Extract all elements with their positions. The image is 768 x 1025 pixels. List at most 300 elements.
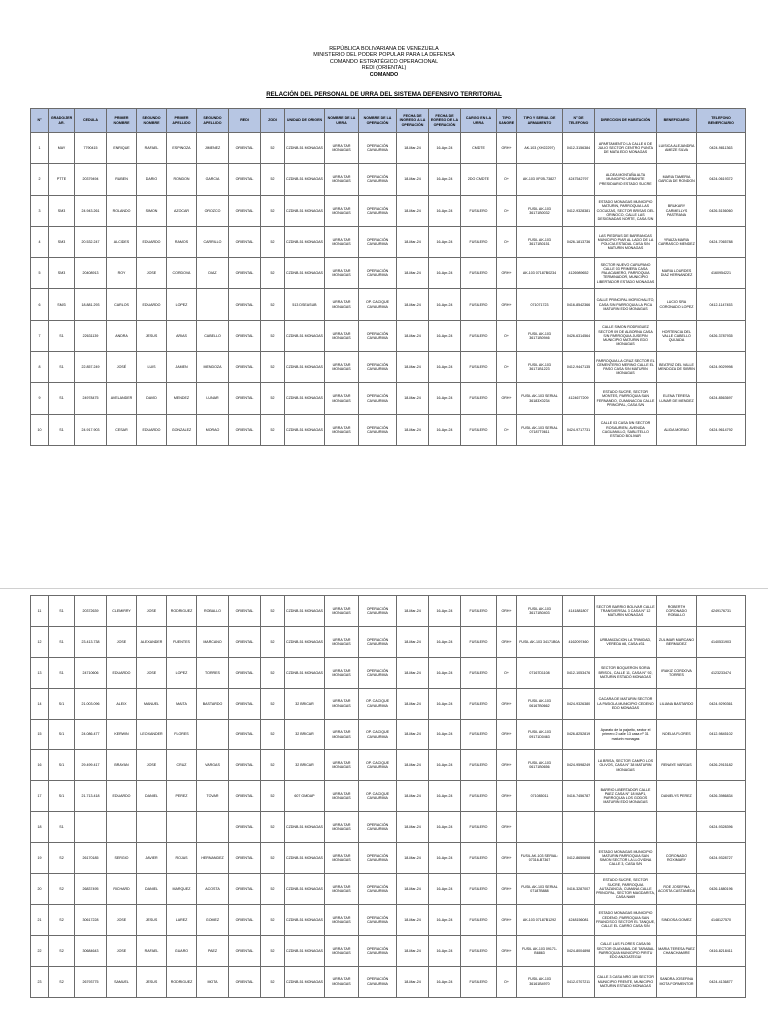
- cell-id-number: 24.086.477: [75, 719, 107, 750]
- cell-zodi: 52: [261, 688, 285, 719]
- cell-zodi: 52: [261, 164, 285, 195]
- cell-beneficiary-phone: 4249176731: [697, 596, 746, 627]
- cell-exit-date: 16-Apr-24: [429, 781, 461, 812]
- cell-operation-name: OP. CACIQUE CAYAURIMA: [359, 781, 397, 812]
- cell-first-surname: CORDOVA: [167, 258, 197, 289]
- cell-operation-name: OPERACIÓN CAYAURIMA: [359, 843, 397, 874]
- cell-num: 4: [31, 226, 49, 257]
- cell-id-number: 7790415: [75, 133, 107, 164]
- cell-beneficiary: DANIELYS PEREZ: [657, 781, 697, 812]
- cell-num: 17: [31, 781, 49, 812]
- cell-redi: ORIENTAL: [229, 164, 261, 195]
- column-header-num: N°: [31, 109, 49, 133]
- cell-grade: S2: [49, 904, 75, 935]
- cell-grade: S/1: [49, 781, 75, 812]
- column-header-phone: N° DE TELEFONO: [563, 109, 595, 133]
- cell-address: CALLE PRINCIPAL MORICHALITO, CASA S/N PARROQUIA LA PICA MATURIN EDO MONAGAS: [595, 289, 657, 320]
- cell-exit-date: 16-Apr-24: [429, 226, 461, 257]
- cell-first-name: ALCIDES: [107, 226, 137, 257]
- column-header-beneficiary: BENEFICIARIO: [657, 109, 697, 133]
- cell-weapon: FUSIL AK-103 36171B0151: [517, 226, 563, 257]
- cell-operation-name: OPERACIÓN CAYAURIMA: [359, 414, 397, 445]
- cell-second-name: DAVID: [137, 383, 167, 414]
- cell-num: 22: [31, 935, 49, 966]
- cell-operation-name: OPERACIÓN CAYAURIMA: [359, 133, 397, 164]
- cell-first-name: EDUARDO: [107, 781, 137, 812]
- cell-phone: 0424-9598249: [563, 750, 595, 781]
- cell-second-surname: HERNANDEZ: [197, 843, 229, 874]
- cell-second-name: EDUARDO: [137, 414, 167, 445]
- cell-entry-date: 18-Mar-24: [397, 226, 429, 257]
- cell-zodi: 52: [261, 352, 285, 383]
- cell-second-surname: TOVAR: [197, 781, 229, 812]
- cell-zodi: 52: [261, 843, 285, 874]
- cell-first-name: CARLOS: [107, 289, 137, 320]
- cell-redi: ORIENTAL: [229, 383, 261, 414]
- column-header-redi: REDI: [229, 109, 261, 133]
- cell-phone: 0424-8004898: [563, 935, 595, 966]
- cell-exit-date: 16-Apr-24: [429, 414, 461, 445]
- cell-first-name: ALEIX: [107, 688, 137, 719]
- table-row: [31, 719, 746, 750]
- cell-operation-name: OPERACIÓN CAYAURIMA: [359, 195, 397, 226]
- table-row: [31, 874, 746, 905]
- cell-first-name: CLEMIRRY: [107, 596, 137, 627]
- cell-beneficiary-phone: 0426-3787935: [697, 320, 746, 351]
- cell-zodi: 52: [261, 874, 285, 905]
- cell-origin-unit: CZDNB-51 MONAGAS: [285, 966, 325, 997]
- cell-entry-date: 18-Mar-24: [397, 657, 429, 688]
- cell-urra-name: URRA TAR MONAGAS: [325, 719, 359, 750]
- cell-weapon: FUSIL AK-103 09171D0463: [517, 719, 563, 750]
- cell-second-name: LEOXANDER: [137, 719, 167, 750]
- cell-redi: ORIENTAL: [229, 688, 261, 719]
- cell-first-surname: FLORES: [167, 719, 197, 750]
- cell-weapon: FUSIL AK-103 36161B4970: [517, 966, 563, 997]
- cell-first-name: JOSE: [107, 904, 137, 935]
- cell-exit-date: 16-Apr-24: [429, 874, 461, 905]
- cell-zodi: 52: [261, 414, 285, 445]
- cell-urra-name: URRA TAR MONAGAS: [325, 596, 359, 627]
- table-row: [31, 657, 746, 688]
- cell-redi: ORIENTAL: [229, 843, 261, 874]
- cell-phone: 0426-1813736: [563, 226, 595, 257]
- header-line-command: COMANDO ESTRATÉGICO OPERACIONAL: [329, 58, 439, 65]
- cell-entry-date: 18-Mar-24: [397, 966, 429, 997]
- cell-urra-post: FUSILERO: [461, 626, 497, 657]
- cell-urra-name: URRA TAR MONAGAS: [325, 133, 359, 164]
- cell-first-surname: LOPEZ: [167, 657, 197, 688]
- cell-urra-name: URRA TAR MONAGAS: [325, 289, 359, 320]
- cell-exit-date: 16-Apr-24: [429, 966, 461, 997]
- cell-redi: ORIENTAL: [229, 966, 261, 997]
- cell-entry-date: 18-Mar-24: [397, 812, 429, 843]
- cell-second-name: JOSE: [137, 750, 167, 781]
- cell-operation-name: OPERACIÓN CAYAURIMA: [359, 258, 397, 289]
- cell-first-name: RICHARD: [107, 874, 137, 905]
- cell-urra-name: URRA TAR MONAGAS: [325, 195, 359, 226]
- cell-second-name: JESUS: [137, 966, 167, 997]
- cell-beneficiary-phone: 0424-9328727: [697, 843, 746, 874]
- cell-grade: SM3: [49, 258, 75, 289]
- cell-blood-type: ORH+: [497, 688, 517, 719]
- table-row: [31, 935, 746, 966]
- cell-entry-date: 18-Mar-24: [397, 133, 429, 164]
- cell-id-number: 21.713.418: [75, 781, 107, 812]
- cell-grade: SM3: [49, 195, 75, 226]
- cell-origin-unit: CZDNB-51 MONAGAS: [285, 133, 325, 164]
- cell-address: SECTOR NUEVO CARUPANO CALLE 03 PRIMERA CASA PALACAMERO, PARROQUIA TERMINADOR, MUNICIPIO LIBERTADOR ESTADO MONAGAS: [595, 258, 657, 289]
- cell-entry-date: 18-Mar-24: [397, 719, 429, 750]
- personnel-table-page-1: [30, 108, 746, 446]
- cell-weapon: AK-103 07187B1292: [517, 904, 563, 935]
- cell-origin-unit: CZDNB-51 MONAGAS: [285, 195, 325, 226]
- cell-beneficiary-phone: 0424-8563697: [697, 383, 746, 414]
- cell-blood-type: ORH+: [497, 904, 517, 935]
- cell-redi: ORIENTAL: [229, 133, 261, 164]
- cell-redi: ORIENTAL: [229, 935, 261, 966]
- cell-phone: 0412-1053476: [563, 657, 595, 688]
- cell-blood-type: ORH+: [497, 596, 517, 627]
- cell-grade: S1: [49, 320, 75, 351]
- cell-second-surname: MARCANO: [197, 626, 229, 657]
- cell-first-name: CESAR: [107, 414, 137, 445]
- cell-beneficiary: SINDOSA GOMEZ: [657, 904, 697, 935]
- cell-beneficiary-phone: 4123233474: [697, 657, 746, 688]
- cell-redi: ORIENTAL: [229, 904, 261, 935]
- cell-zodi: 52: [261, 781, 285, 812]
- cell-grade: S1: [49, 414, 75, 445]
- cell-exit-date: 16-Apr-24: [429, 843, 461, 874]
- cell-beneficiary: IRAKIZ CORDOVA TORRES: [657, 657, 697, 688]
- cell-origin-unit: CZDNB-51 MONAGAS: [285, 596, 325, 627]
- document-page-2: [0, 588, 768, 1025]
- cell-blood-type: ORH+: [497, 289, 517, 320]
- cell-first-surname: RODRIGUEZ: [167, 596, 197, 627]
- cell-origin-unit: CZDNB-51 MONAGAS: [285, 320, 325, 351]
- cell-origin-unit: CZDNB-51 MONAGAS: [285, 626, 325, 657]
- cell-zodi: 52: [261, 904, 285, 935]
- cell-id-number: 20372639: [75, 596, 107, 627]
- cell-phone: 0424-9326380: [563, 688, 595, 719]
- cell-redi: ORIENTAL: [229, 626, 261, 657]
- cell-phone: 0412-3156384: [563, 133, 595, 164]
- cell-blood-type: ORH+: [497, 750, 517, 781]
- cell-urra-name: URRA TAR MONAGAS: [325, 626, 359, 657]
- cell-first-name: ROY: [107, 258, 137, 289]
- cell-second-surname: OROZCO: [197, 195, 229, 226]
- table-row: [31, 843, 746, 874]
- cell-grade: S1: [49, 383, 75, 414]
- cell-phone: 0412-8650698: [563, 843, 595, 874]
- cell-num: 13: [31, 657, 49, 688]
- cell-second-surname: MORAO: [197, 414, 229, 445]
- cell-entry-date: 18-Mar-24: [397, 781, 429, 812]
- cell-first-surname: JAMEN: [167, 352, 197, 383]
- cell-id-number: 18.881.293: [75, 289, 107, 320]
- cell-grade: S1: [49, 626, 75, 657]
- cell-beneficiary-phone: 4160954221: [697, 258, 746, 289]
- table-row: [31, 414, 746, 445]
- cell-redi: ORIENTAL: [229, 195, 261, 226]
- cell-grade: S2: [49, 935, 75, 966]
- cell-entry-date: 18-Mar-24: [397, 195, 429, 226]
- column-header-urra-post: CARGO EN LA URRA: [461, 109, 497, 133]
- cell-second-surname: MENDOZA: [197, 352, 229, 383]
- cell-blood-type: O+: [497, 352, 517, 383]
- table-row: [31, 164, 746, 195]
- cell-second-surname: BASTARDO: [197, 688, 229, 719]
- cell-first-surname: ROJAS: [167, 843, 197, 874]
- cell-entry-date: 18-Mar-24: [397, 843, 429, 874]
- cell-id-number: 29.499.417: [75, 750, 107, 781]
- cell-entry-date: 18-Mar-24: [397, 320, 429, 351]
- cell-beneficiary: YRAIZA MARIA CARRASCO MENDEZ: [657, 226, 697, 257]
- cell-urra-post: FUSILERO: [461, 383, 497, 414]
- cell-zodi: 52: [261, 626, 285, 657]
- cell-grade: S1: [49, 812, 75, 843]
- cell-weapon: FUSIL AK-103 SERIAL 36183X0234: [517, 383, 563, 414]
- cell-operation-name: OP. CACIQUE CAYAURIMA: [359, 719, 397, 750]
- cell-first-surname: AZOCAR: [167, 195, 197, 226]
- cell-operation-name: OPERACIÓN CAYAURIMA: [359, 320, 397, 351]
- cell-second-surname: ROBALLO: [197, 596, 229, 627]
- cell-grade: PTTE: [49, 164, 75, 195]
- cell-origin-unit: CZDNB-51 MONAGAS: [285, 935, 325, 966]
- cell-redi: ORIENTAL: [229, 750, 261, 781]
- cell-address: ALDEA MONTAÑA ALTA MUNICIPIO URBANITE PRESIDIARIO ESTADO SUCRE: [595, 164, 657, 195]
- table-row: [31, 626, 746, 657]
- cell-origin-unit: CZDNB-51 MONAGAS: [285, 226, 325, 257]
- cell-second-name: LUIS: [137, 352, 167, 383]
- cell-address: ESTADO SUCRE, SECTOR MONTES, PARROQUIA SAN FERNANDO, CUMANACOA CALLE PRINCIPAL, CASA S/N: [595, 383, 657, 414]
- cell-num: 14: [31, 688, 49, 719]
- column-header-exit-date: FECHA DE EGRESO DE LA OPERACIÓN: [429, 109, 461, 133]
- cell-first-surname: LOPEZ: [167, 289, 197, 320]
- cell-beneficiary-phone: 0424-9290361: [697, 688, 746, 719]
- cell-first-surname: RAMOS: [167, 226, 197, 257]
- cell-phone: 0416-3287007: [563, 874, 595, 905]
- cell-first-surname: GUARO: [167, 935, 197, 966]
- cell-first-name: ENRIQUE: [107, 133, 137, 164]
- cell-second-surname: ACOSTA: [197, 874, 229, 905]
- cell-origin-unit: CZDNB-51 MONAGAS: [285, 904, 325, 935]
- cell-operation-name: OPERACIÓN CAYAURIMA: [359, 874, 397, 905]
- cell-redi: ORIENTAL: [229, 781, 261, 812]
- cell-redi: ORIENTAL: [229, 258, 261, 289]
- cell-second-name: JOSE: [137, 596, 167, 627]
- cell-first-name: JOSE: [107, 626, 137, 657]
- cell-blood-type: ORH+: [497, 626, 517, 657]
- cell-redi: ORIENTAL: [229, 289, 261, 320]
- cell-urra-post: FUSILERO: [461, 596, 497, 627]
- cell-urra-name: URRA TAR MONAGAS: [325, 935, 359, 966]
- cell-origin-unit: CZDNB-51 MONAGAS: [285, 657, 325, 688]
- cell-urra-post: FUSILERO: [461, 226, 497, 257]
- cell-id-number: 24710606: [75, 657, 107, 688]
- cell-phone: 0424-9717731: [563, 414, 595, 445]
- cell-urra-name: URRA TAR MONAGAS: [325, 812, 359, 843]
- cell-blood-type: O+: [497, 657, 517, 688]
- cell-first-surname: LAREZ: [167, 904, 197, 935]
- cell-weapon: FUSIL AK-103 09171-B6863: [517, 935, 563, 966]
- cell-entry-date: 18-Mar-24: [397, 750, 429, 781]
- cell-num: 1: [31, 133, 49, 164]
- cell-blood-type: ORH+: [497, 383, 517, 414]
- column-header-first-name: PRIMER NOMBRE: [107, 109, 137, 133]
- cell-blood-type: O+: [497, 414, 517, 445]
- cell-id-number: 20379494: [75, 164, 107, 195]
- cell-operation-name: OPERACIÓN CAYAURIMA: [359, 226, 397, 257]
- cell-exit-date: 16-Apr-24: [429, 258, 461, 289]
- cell-first-surname: ESPINOZA: [167, 133, 197, 164]
- cell-exit-date: 16-Apr-24: [429, 688, 461, 719]
- cell-blood-type: ORH+: [497, 935, 517, 966]
- cell-entry-date: 18-Mar-24: [397, 383, 429, 414]
- cell-beneficiary-phone: 0416-8218411: [697, 935, 746, 966]
- table-row: [31, 258, 746, 289]
- cell-first-name: AVELANDER: [107, 383, 137, 414]
- cell-beneficiary-phone: 0412-9845102: [697, 719, 746, 750]
- cell-entry-date: 18-Mar-24: [397, 352, 429, 383]
- cell-urra-name: URRA TAR MONAGAS: [325, 383, 359, 414]
- cell-id-number: 30617228: [75, 904, 107, 935]
- cell-weapon: FUSIL AK-103 06171B0656: [517, 750, 563, 781]
- cell-first-name: ANDRA: [107, 320, 137, 351]
- cell-origin-unit: CZDNB-51 MONAGAS: [285, 258, 325, 289]
- cell-operation-name: OPERACIÓN CAYAURIMA: [359, 596, 397, 627]
- cell-address: [595, 812, 657, 843]
- cell-operation-name: OP. CACIQUE CAYAURIMA: [359, 688, 397, 719]
- cell-grade: S/1: [49, 750, 75, 781]
- cell-beneficiary: MARIA TERESA PAEZ CHANCHAMIRE: [657, 935, 697, 966]
- cell-id-number: 30684643: [75, 935, 107, 966]
- cell-first-surname: MARQUEZ: [167, 874, 197, 905]
- cell-num: 23: [31, 966, 49, 997]
- cell-redi: ORIENTAL: [229, 226, 261, 257]
- cell-exit-date: 16-Apr-24: [429, 904, 461, 935]
- cell-second-surname: JIMENEZ: [197, 133, 229, 164]
- cell-zodi: 52: [261, 812, 285, 843]
- cell-second-surname: VARGAS: [197, 750, 229, 781]
- table-row: [31, 226, 746, 257]
- cell-id-number: 20408913: [75, 258, 107, 289]
- cell-blood-type: ORH+: [497, 812, 517, 843]
- cell-operation-name: OPERACIÓN CAYAURIMA: [359, 904, 397, 935]
- table-row: [31, 352, 746, 383]
- cell-first-surname: RONDON: [167, 164, 197, 195]
- cell-num: 5: [31, 258, 49, 289]
- cell-urra-post: 2DO CMDTE: [461, 164, 497, 195]
- cell-zodi: 52: [261, 935, 285, 966]
- cell-origin-unit: 32 BRICAR: [285, 719, 325, 750]
- cell-second-surname: GARCIA: [197, 164, 229, 195]
- table-row: [31, 195, 746, 226]
- cell-address: PARROQUIA LA CRUZ SECTOR EL CEMENTERIO MERINO CALLE EL PASO CASA S/N MATURIN MONAGAS: [595, 352, 657, 383]
- cell-zodi: 52: [261, 966, 285, 997]
- cell-beneficiary-phone: 0412-1147453: [697, 289, 746, 320]
- cell-entry-date: 18-Mar-24: [397, 258, 429, 289]
- cell-operation-name: OPERACIÓN CAYAURIMA: [359, 935, 397, 966]
- cell-weapon: FUSIL AK-103 34171B0A: [517, 626, 563, 657]
- cell-address: URBANIZACION LA TRINIDAD, VEREDA #8, CASA #31: [595, 626, 657, 657]
- cell-address: ESTADO SUCRE, SECTOR SUCRE, PARROQUIA AUTAZANCIA, CUMANA CALLE PRINCIPAL, SECTOR MAGDARITA, CASA N#69: [595, 874, 657, 905]
- cell-beneficiary: RENAYE VARGAS: [657, 750, 697, 781]
- cell-urra-name: URRA TAR MONAGAS: [325, 750, 359, 781]
- cell-id-number: 24.917.903: [75, 414, 107, 445]
- cell-beneficiary: BRUKARY CARMELLYS PASTRANA: [657, 195, 697, 226]
- cell-zodi: 52: [261, 383, 285, 414]
- table-row: [31, 688, 746, 719]
- cell-first-name: ROLANDO: [107, 195, 137, 226]
- cell-entry-date: 18-Mar-24: [397, 414, 429, 445]
- cell-exit-date: 16-Apr-24: [429, 133, 461, 164]
- cell-urra-post: FUSILERO: [461, 966, 497, 997]
- cell-urra-post: FUSILERO: [461, 874, 497, 905]
- cell-exit-date: 16-Apr-24: [429, 289, 461, 320]
- cell-exit-date: 16-Apr-24: [429, 719, 461, 750]
- cell-weapon: FUSIL AK-103 36171B0032: [517, 195, 563, 226]
- header-line-republic: REPÚBLICA BOLIVARIANA DE VENEZUELA: [329, 46, 439, 52]
- cell-second-surname: [197, 289, 229, 320]
- cell-redi: ORIENTAL: [229, 320, 261, 351]
- cell-blood-type: ORH+: [497, 719, 517, 750]
- cell-urra-post: CMDTE: [461, 133, 497, 164]
- cell-address: CACARA DE MATURIN SECTOR LA PASIOLA MUNICIPIO CEDENO EDO MONAGAS: [595, 688, 657, 719]
- cell-second-name: EDUARDO: [137, 289, 167, 320]
- cell-urra-name: URRA TAR MONAGAS: [325, 352, 359, 383]
- cell-phone: 0412-0707211: [563, 966, 595, 997]
- column-header-second-name: SEGUNDO NOMBRE: [137, 109, 167, 133]
- cell-address: CALLE SIMON RODRIGUEZ SECTOR 09 DE ALBORNA CASA S/N PARROQUIA JUSEPIN MUNICIPIO MATURIN EDO MONAGAS: [595, 320, 657, 351]
- cell-weapon: [517, 812, 563, 843]
- cell-grade: SM3: [49, 226, 75, 257]
- cell-id-number: 24978475: [75, 383, 107, 414]
- cell-urra-name: URRA TAR MONAGAS: [325, 904, 359, 935]
- cell-address: APARTAMENTO LA CALLE 6 DE JULIO SECTOR CENTRO PUNTA DE MATA EDO MONAGAS: [595, 133, 657, 164]
- cell-urra-post: FUSILERO: [461, 904, 497, 935]
- cell-id-number: 23.413.738: [75, 626, 107, 657]
- table-row: [31, 812, 746, 843]
- cell-first-surname: [167, 812, 197, 843]
- cell-origin-unit: CZDNB-51 MONAGAS: [285, 164, 325, 195]
- cell-second-name: DANIEL: [137, 781, 167, 812]
- table-row: [31, 320, 746, 351]
- cell-urra-post: FUSILERO: [461, 289, 497, 320]
- cell-weapon: FUSIL AK-103 36171B1223: [517, 352, 563, 383]
- table-row: [31, 966, 746, 997]
- cell-second-name: JOSE: [137, 258, 167, 289]
- cell-id-number: 20.532.247: [75, 226, 107, 257]
- cell-redi: ORIENTAL: [229, 657, 261, 688]
- cell-second-name: DARIO: [137, 164, 167, 195]
- cell-exit-date: 16-Apr-24: [429, 812, 461, 843]
- cell-grade: S1: [49, 657, 75, 688]
- cell-blood-type: O+: [497, 320, 517, 351]
- cell-urra-post: FUSILERO: [461, 352, 497, 383]
- cell-urra-name: URRA TAR MONAGAS: [325, 843, 359, 874]
- cell-grade: S2: [49, 966, 75, 997]
- cell-weapon: FUSIL AK-103 06167B0662: [517, 688, 563, 719]
- cell-second-surname: GOMEZ: [197, 904, 229, 935]
- cell-beneficiary-phone: 0426-2915182: [697, 750, 746, 781]
- cell-exit-date: 16-Apr-24: [429, 626, 461, 657]
- column-header-second-surname: SEGUNDO APELLIDO: [197, 109, 229, 133]
- cell-id-number: 26170185: [75, 843, 107, 874]
- cell-first-name: BRAYAN: [107, 750, 137, 781]
- cell-grade: MAY: [49, 133, 75, 164]
- cell-beneficiary: MARIA LOURDES DIAZ HERNANDEZ: [657, 258, 697, 289]
